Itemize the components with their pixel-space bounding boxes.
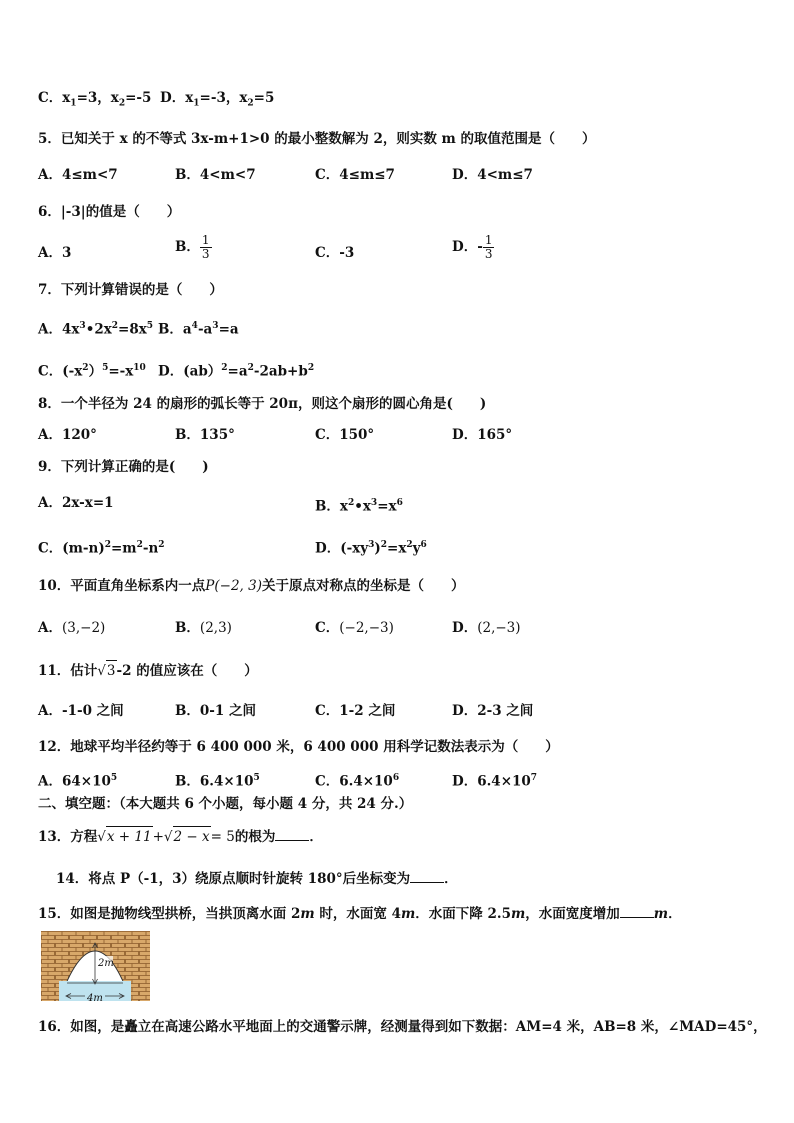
q9-option-c: C．$(m-n)^2=m^2-n^2$ [38,540,165,557]
answer-blank[interactable] [620,903,654,918]
q8-option-b: B．135° [175,427,235,443]
q9-option-a: A．2x-x=1 [38,495,114,511]
q10-option-c: C．(−2,−3) [315,620,394,636]
q12-stem: 12．地球平均半径约等于 6 400 000 米，6 400 000 用科学记数法表示为（ ） [38,739,559,755]
q6-option-d: D．- $\frac{1}{3}$ [452,233,493,261]
q11-option-c: C．1-2 之间 [315,703,396,719]
q10-option-a: A．(3,−2) [38,620,106,636]
q8-option-a: A．120° [38,427,97,443]
q7-option-c: C．$(-x^2)^5=-x^{10}$ [38,363,146,380]
q14-stem: 14．将点 P（-1，3）绕原点顺时针旋转 180°后坐标变为 ． [56,868,458,889]
q5-option-b: B．4<m<7 [175,167,256,183]
height-label: 2m [98,958,114,969]
q12-option-a: A．$64\times 10^5$ [38,773,118,790]
q8-stem: 8．一个半径为 24 的扇形的弧长等于 20π，则这个扇形的圆心角是( ) [38,396,487,412]
fraction-one-third: $\frac{1}{3}$ [201,233,210,261]
q4-option-d: D．$x_1=-3$，$x_2=5$ [160,90,275,109]
q9-option-d: D．$(-xy^3)^2=x^2y^6$ [315,540,427,557]
q5-option-d: D．4<m≤7 [452,167,533,183]
radicand-2: 2 − x [173,826,211,847]
answer-blank[interactable] [275,826,309,841]
q11-option-a: A．-1-0 之间 [38,703,124,719]
q5-option-a: A．4≤m<7 [38,167,118,183]
q7-option-a: A．$4x^3•2x^2=8x^5$ [38,321,154,338]
q6-option-b: B． $\frac{1}{3}$ [175,233,210,261]
q6-option-c: C．-3 [315,245,355,261]
q8-option-c: C．150° [315,427,375,443]
point-p: P(−2, 3) [205,578,262,594]
q11-option-d: D．2-3 之间 [452,703,534,719]
q5-option-c: C．4≤m≤7 [315,167,395,183]
q10-option-d: D．(2,−3) [452,620,521,636]
q8-option-d: D．165° [452,427,513,443]
width-label: 4m [87,993,103,1001]
q7-stem: 7．下列计算错误的是（ ） [38,282,223,298]
q4-option-c: C．$x_1=3$，$x_2=-5$ [38,90,152,109]
fraction-one-third: $\frac{1}{3}$ [484,233,493,261]
q6-option-a: A．3 [38,245,72,261]
q6-stem: 6．|-3|的值是（ ） [38,204,181,220]
q13-stem: 13．方程√x + 11+√2 − x= 5的根为 ． [38,826,323,847]
q12-option-b: B．$6.4\times 10^5$ [175,773,260,790]
q7-option-d: D．$(ab)^2=a^2-2ab+b^2$ [158,363,315,380]
answer-blank[interactable] [410,868,444,883]
q12-option-c: C．$6.4\times 10^6$ [315,773,400,790]
q16-stem: 16．如图，是矗立在高速公路水平地面上的交通警示牌，经测量得到如下数据：AM=4 米，AB=8 米，∠MAD=45°， [38,1019,767,1035]
q7-option-b: B．$a^4-a^3=a$ [158,321,239,338]
radicand: 3 [106,660,117,681]
section-fill-in-heading: 二、填空题：（本大题共 6 个小题，每小题 4 分，共 24 分.） [38,796,413,812]
q5-stem: 5．已知关于 x 的不等式 3x-m+1>0 的最小整数解为 2，则实数 m 的取值范围是（ ） [38,131,596,147]
arch-bridge-figure [41,931,150,1001]
q12-option-d: D．$6.4\times 10^7$ [452,773,538,790]
q11-option-b: B．0-1 之间 [175,703,256,719]
q9-stem: 9．下列计算正确的是( ) [38,459,209,475]
radicand-1: x + 11 [106,826,153,847]
q15-stem: 15．如图是抛物线型拱桥，当拱顶离水面 2m 时，水面宽 4m．水面下降 2.5m，水面宽度增加 m． [38,903,682,924]
radical-sign: √ [97,663,106,679]
q10-stem: 10．平面直角坐标系内一点P(−2, 3)关于原点对称点的坐标是（ ） [38,578,465,594]
q11-stem: 11．估计√3-2 的值应该在（ ） [38,660,258,681]
q9-option-b: B．$x^2•x^3=x^6$ [315,498,403,515]
q10-option-b: B．(2,3) [175,620,232,636]
